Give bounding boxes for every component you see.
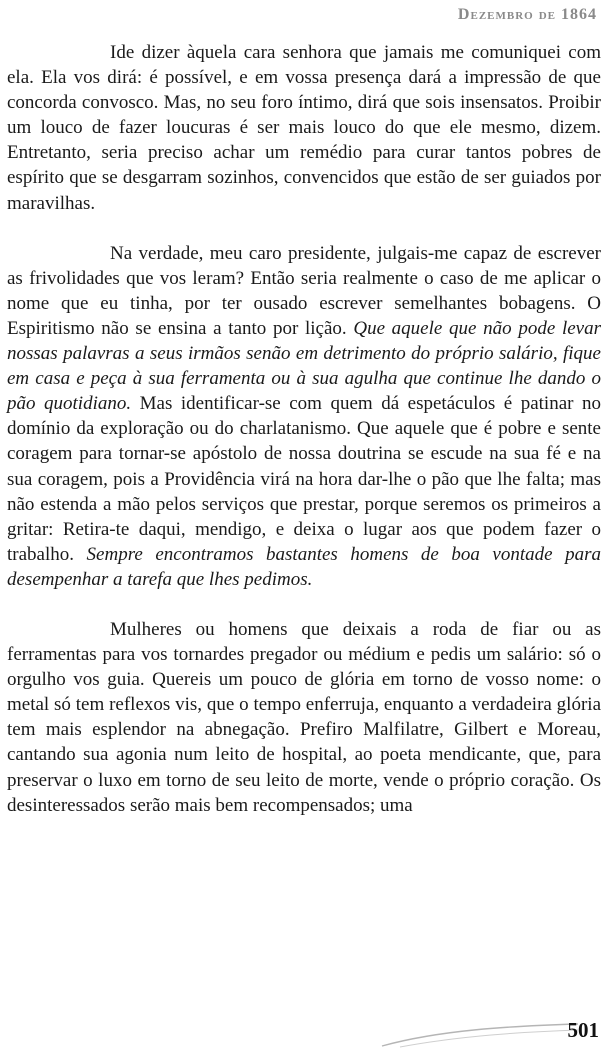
page-body (7, 40, 601, 818)
paragraph-2-italic-a: Que aquele que não pode levar nossas palavras a seus irmãos senão em detrimento do próprio salário, fique em casa e peça à sua ferramenta ou à sua agulha que continue lhe dando o pão quotidiano. (7, 317, 601, 415)
paragraph-1-text: Ide dizer àquela cara senhora que jamais me comuniquei com ela. Ela vos dirá: é possível, e em vossa presença dará a impressão de que concorda convosco. Mas, no seu foro íntimo, dirá que sois insensatos. Proibir um louco de fazer loucuras é ser mais louco do que ele mesmo, dizem. Entretanto, seria preciso achar um remédio para curar tantos pobres de espírito que se desgarram sozinhos, convencidos que estão de ser guiados por maravilhas. (7, 42, 601, 214)
paragraph-gap (7, 592, 601, 617)
running-header: Dezembro de 1864 (457, 6, 597, 23)
footer-swoosh-ornament (380, 1018, 580, 1048)
paragraph-1 (7, 40, 601, 216)
paragraph-3-text: Mulheres ou homens que deixais a roda de fiar ou as ferramentas para vos tornardes pregador ou médium e pedis um salário: só o orgulho vos guia. Quereis um pouco de glória em torno de vosso nome: o metal só tem reflexos vis, que o tempo enferruja, enquanto a verdadeira glória tem mais esplendor na abnegação. Prefiro Malfilatre, Gilbert e Moreau, cantando sua agonia num leito de hospital, ao poeta mendicante, que, para preservar o luxo em torno de seu leito de morte, vende o próprio coração. Os desinteressados serão mais bem recompensados; uma (7, 618, 601, 816)
paragraph-2-text-b: Mas identificar-se com quem dá espetáculos é patinar no domínio da exploração ou do charlatanismo. Que aquele que é pobre e sente coragem para tornar-se apóstolo de nossa doutrina se escude na sua fé e na sua coragem, pois a Providência virá na hora dar-lhe o pão que lhe falta; mas não estenda a mão pelos serviços que prestar, porque seremos os primeiros a gritar: Retira-te daqui, mendigo, e deixa o lugar aos que podem fazer o trabalho. (7, 393, 601, 565)
paragraph-2 (7, 241, 601, 592)
paragraph-2-text-a: Na verdade, meu caro presidente, julgais-me capaz de escrever as frivolidades que vos leram? Então seria realmente o caso de me aplicar o nome que eu tinha, por ter ousado escrever semelhantes bobagens. O Espiritismo não se ensina a tanto por lição. (7, 242, 601, 339)
page-number: 501 (567, 1018, 599, 1042)
paragraph-2-italic-b: Sempre encontramos bastantes homens de boa vontade para desempenhar a tarefa que lhes pedimos. (7, 543, 601, 590)
paragraph-3 (7, 617, 601, 818)
paragraph-gap (7, 216, 601, 241)
